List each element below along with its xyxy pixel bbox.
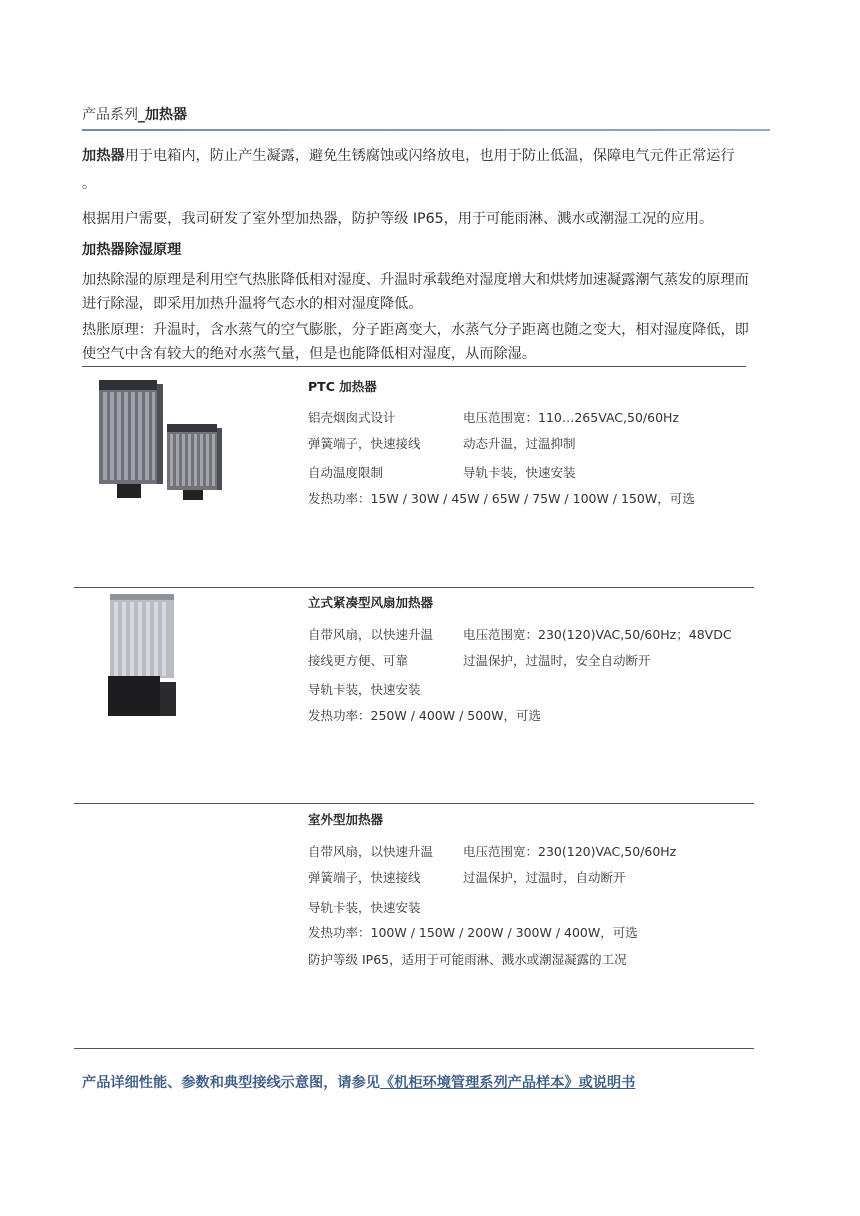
power-options: 发热功率：100W / 150W / 200W / 300W / 400W，可选: [308, 925, 638, 940]
intro-bold-term: 加热器: [82, 148, 125, 164]
page-header: [82, 104, 187, 124]
spec-item: 导轨卡装，快速安装: [308, 900, 421, 915]
footer-reference: [82, 1072, 635, 1092]
spec-item: 过温保护，过温时，安全自动断开: [463, 653, 651, 668]
header-divider: [82, 129, 770, 131]
spec-item: 电压范围宽：110…265VAC,50/60Hz: [463, 410, 679, 425]
divider-1: [82, 366, 746, 367]
spec-item: 自带风扇，以快速升温: [308, 844, 434, 859]
footer-text: 产品详细性能、参数和典型接线示意图，请参见: [82, 1075, 380, 1091]
section-subtitle: 加热器除湿原理: [82, 242, 182, 258]
spec-item: 电压范围宽：230(120)VAC,50/60Hz: [463, 844, 677, 859]
spec-item: 电压范围宽：230(120)VAC,50/60Hz；48VDC: [463, 627, 732, 642]
power-options: 发热功率：15W / 30W / 45W / 65W / 75W / 100W / 150W，可选: [308, 491, 695, 506]
spec-item: 铝壳烟囱式设计: [308, 410, 396, 425]
divider-2: [74, 587, 754, 588]
header-title: _加热器: [138, 107, 187, 123]
spec-item: 导轨卡装，快速安装: [463, 465, 576, 480]
catalog-link[interactable]: 《机柜环境管理系列产品样本》或说明书: [379, 1075, 636, 1091]
divider-3: [74, 803, 754, 804]
intro-paragraph-1: [82, 142, 750, 198]
protection-note: 防护等级 IP65，适用于可能雨淋、溅水或潮湿凝露的工况: [308, 952, 627, 967]
product-title-ptc: PTC 加热器: [308, 379, 377, 394]
header-prefix: 产品系列: [82, 107, 138, 123]
spec-item: 弹簧端子，快速接线: [308, 436, 421, 451]
intro-paragraph-2: 根据用户需要，我司研发了室外型加热器，防护等级 IP65，用于可能雨淋、溅水或潮湿工况的应用。: [82, 211, 714, 227]
fan-heater-image: [104, 592, 184, 720]
product-title-fan-heater: 立式紧凑型风扇加热器: [308, 595, 434, 610]
spec-item: 弹簧端子，快速接线: [308, 870, 421, 885]
spec-item: 导轨卡装，快速安装: [308, 682, 421, 697]
principle-paragraph-2: 热胀原理：升温时，含水蒸气的空气膨胀，分子距离变大，水蒸气分子距离也随之变大，相对湿度降低，即使空气中含有较大的绝对水蒸气量，但是也能降低相对湿度，从而除湿。: [82, 322, 749, 362]
principle-paragraph-1: 加热除湿的原理是利用空气热胀降低相对湿度、升温时承载绝对湿度增大和烘烤加速凝露潮气蒸发的原理而进行除湿，即采用加热升温将气态水的相对湿度降低。: [82, 272, 749, 312]
intro-p1-text: 用于电箱内，防止产生凝露，避免生锈腐蚀或闪络放电，也用于防止低温，保障电气元件正常运行 。: [82, 148, 735, 192]
spec-item: 自动温度限制: [308, 465, 384, 480]
ptc-heater-image: [95, 374, 255, 502]
spec-item: 过温保护，过温时，自动断开: [463, 870, 626, 885]
divider-4: [74, 1048, 754, 1049]
spec-item: 自带风扇，以快速升温: [308, 627, 434, 642]
power-options: 发热功率：250W / 400W / 500W，可选: [308, 708, 541, 723]
product-title-outdoor: 室外型加热器: [308, 812, 384, 827]
spec-item: 接线更方便、可靠: [308, 653, 409, 668]
spec-item: 动态升温，过温抑制: [463, 436, 576, 451]
